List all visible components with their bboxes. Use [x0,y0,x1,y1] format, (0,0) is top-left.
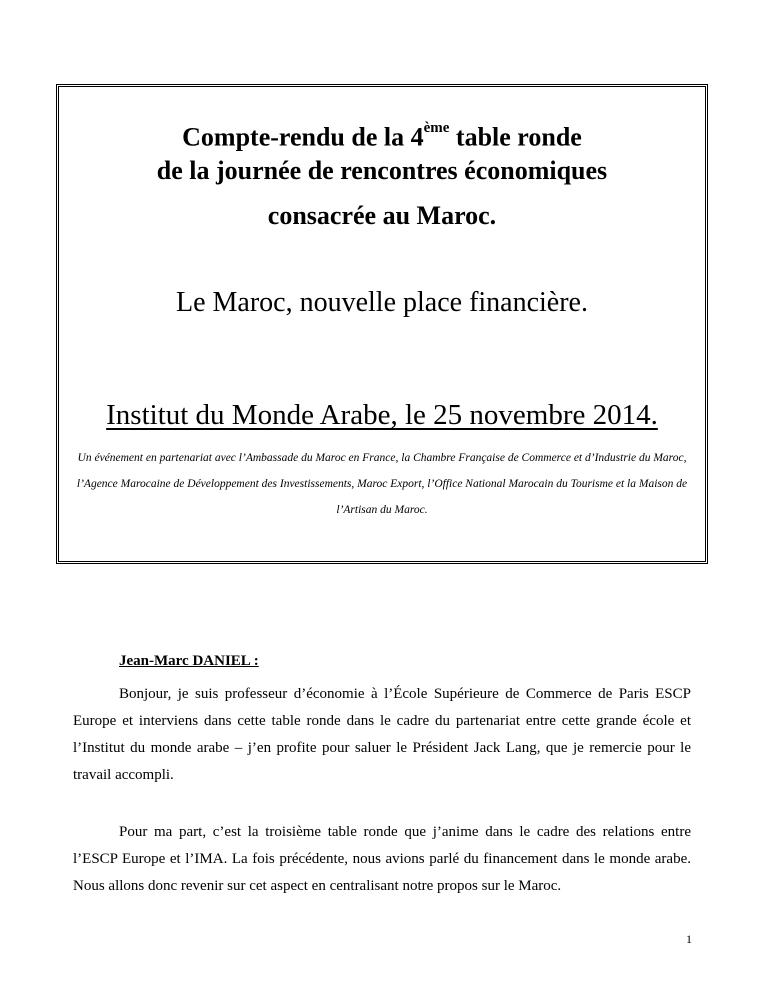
speaker-name: Jean-Marc DANIEL : [119,653,259,669]
venue-and-date: Institut du Monde Arabe, le 25 novembre 2014. [106,399,658,431]
partners-statement: Un événement en partenariat avec l’Ambassade du Maroc en France, la Chambre Française de Commerce et d’Industrie du Maroc, l’Agence Marocaine de Développement des Investissements, Maroc Export, l’Office National Marocain du Tourisme et la Maison de l’Artisan du Maroc. [76,452,688,516]
document-title-line-3: consacrée au Maroc. [267,201,497,230]
document-title-line-2: de la journée de rencontres économiques [156,156,608,185]
ordinal-superscript: ème [423,120,450,136]
paragraph: Bonjour, je suis professeur d’économie à l’École Supérieure de Commerce de Paris ESCP Europe et interviens dans cette table ronde dans le cadre du partenariat entre cette grande école et l’Institut du monde arabe – j’en profite pour saluer le Président Jack Lang, que je remercie pour le travail accompli. [73,686,691,783]
page-number: 1 [686,932,692,946]
paragraph: Pour ma part, c’est la troisième table ronde que j’anime dans le cadre des relations entre l’ESCP Europe et l’IMA. La fois précédente, nous avions parlé du financement dans le monde arabe. Nous allons donc revenir sur cet aspect en centralisant notre propos sur le Maroc. [73,824,691,894]
document-subtitle: Le Maroc, nouvelle place financière. [175,287,588,318]
document-title-line-1: Compte-rendu de la 4ème table ronde [182,120,582,152]
